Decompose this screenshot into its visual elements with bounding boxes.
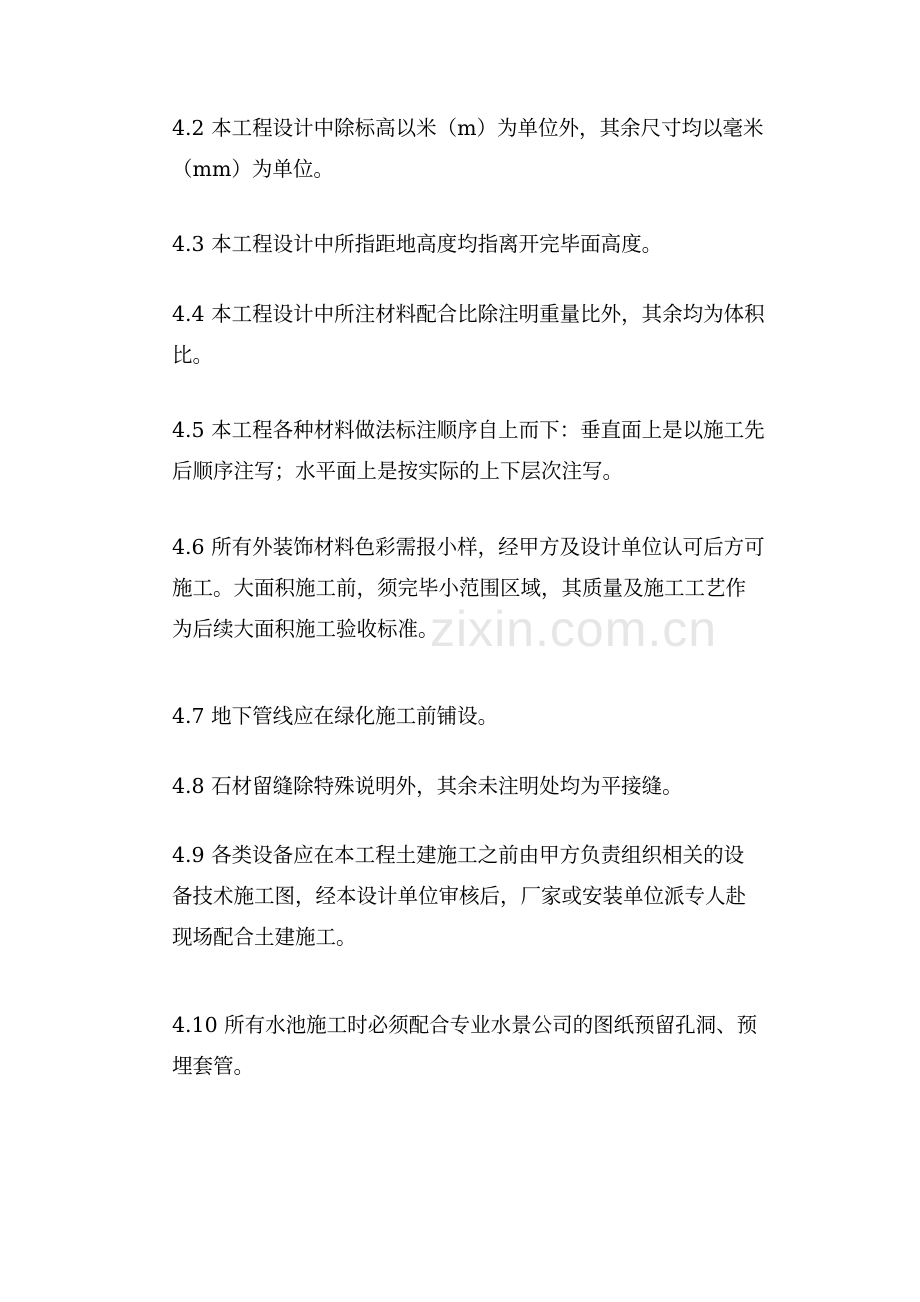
text-line: 比。 [172, 343, 213, 367]
paragraph-4-3 [172, 224, 784, 265]
text-line: 施工。大面积施工前，须完毕小范围区域，其质量及施工工艺作 [172, 576, 746, 600]
text-line: 4.4 本工程设计中所注材料配合比除注明重量比外，其余均为体积 [172, 302, 765, 326]
text-line: 后顺序注写；水平面上是按实际的上下层次注写。 [172, 459, 623, 483]
text-line: 备技术施工图，经本设计单位审核后，厂家或安装单位派专人赴 [172, 884, 746, 908]
text-line: 4.6 所有外装饰材料色彩需报小样，经甲方及设计单位认可后方可 [172, 535, 765, 559]
paragraph-4-4 [172, 294, 784, 376]
paragraph-4-9 [172, 835, 784, 958]
text-line: 为后续大面积施工验收标准。 [172, 617, 439, 641]
text-line: 4.10 所有水池施工时必须配合专业水景公司的图纸预留孔洞、预 [172, 1013, 758, 1037]
paragraph-4-5 [172, 410, 784, 492]
paragraph-4-10 [172, 1005, 784, 1087]
watermark: zixin.com.cn [430, 601, 718, 657]
paragraph-4-6 [172, 527, 784, 650]
text-line: 现场配合土建施工。 [172, 925, 357, 949]
paragraph-4-2 [172, 108, 784, 190]
paragraph-4-8 [172, 766, 784, 807]
text-line: 4.7 地下管线应在绿化施工前铺设。 [172, 704, 499, 728]
text-line: 4.8 石材留缝除特殊说明外，其余未注明处均为平接缝。 [172, 774, 683, 798]
paragraph-4-7 [172, 696, 784, 737]
text-line: 4.3 本工程设计中所指距地高度均指离开完毕面高度。 [172, 232, 663, 256]
text-line: （mm）为单位。 [172, 157, 334, 181]
text-line: 4.2 本工程设计中除标高以米（m）为单位外，其余尺寸均以毫米 [172, 116, 764, 140]
text-line: 4.5 本工程各种材料做法标注顺序自上而下：垂直面上是以施工先 [172, 418, 765, 442]
text-line: 埋套管。 [172, 1054, 254, 1078]
text-line: 4.9 各类设备应在本工程土建施工之前由甲方负责组织相关的设 [172, 843, 745, 867]
